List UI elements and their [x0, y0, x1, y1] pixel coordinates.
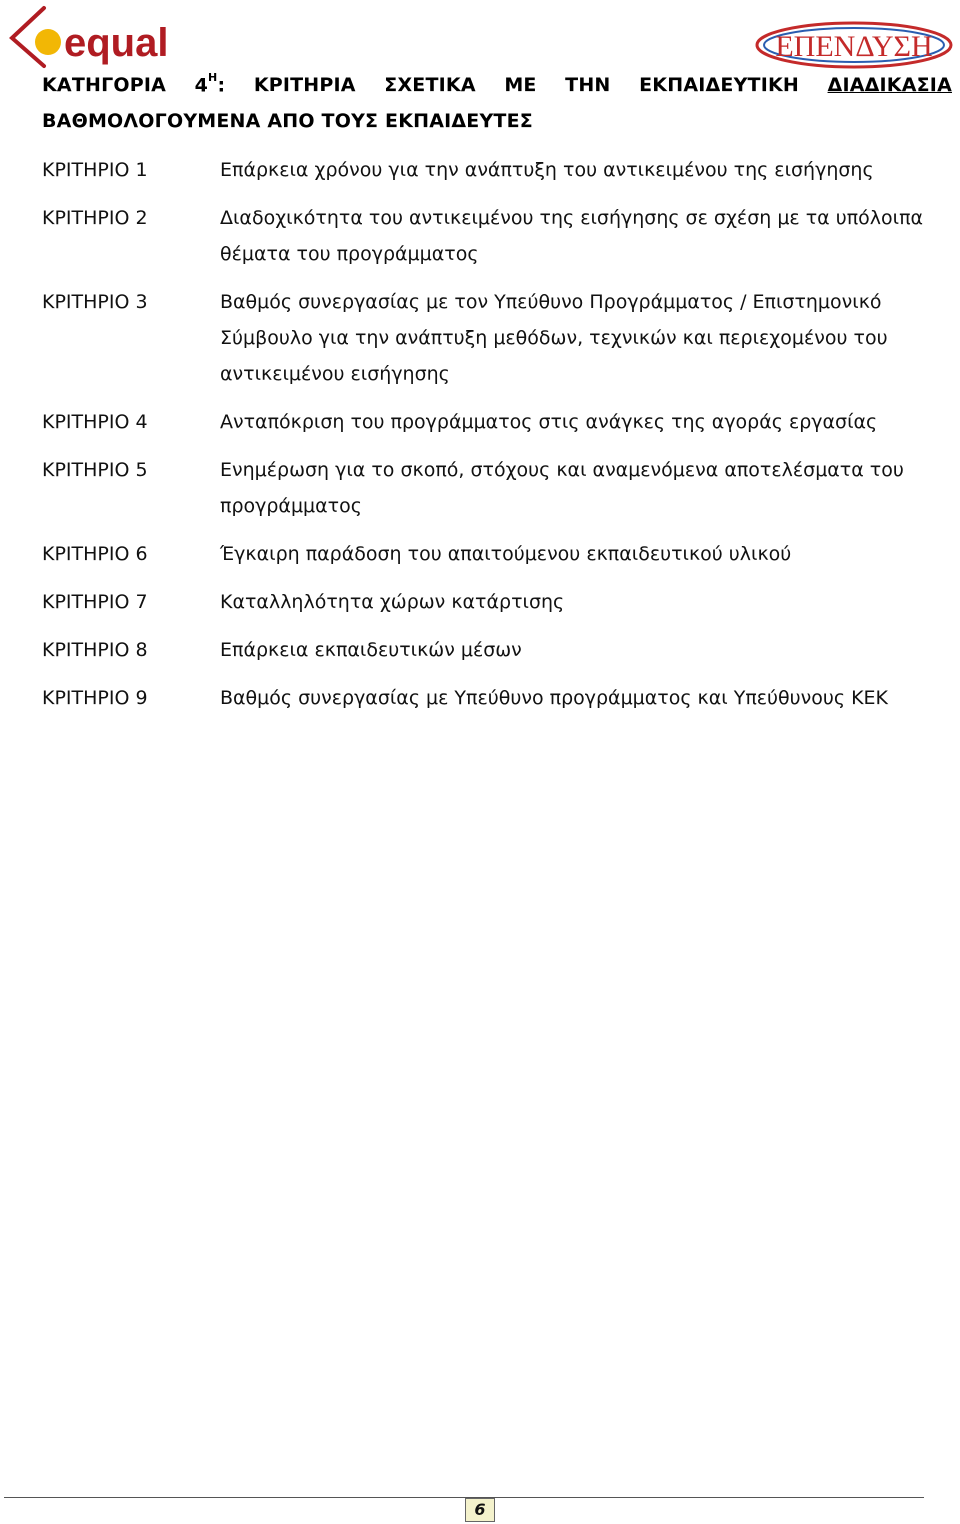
logo-right-text: ΕΠΕΝΔΥΣΗ: [775, 30, 933, 63]
criterion-text: Επάρκεια εκπαιδευτικών μέσων: [220, 639, 522, 661]
criterion-text: Διαδοχικότητα του αντικειμένου της εισήγησης σε σχέση με τα υπόλοιπα θέματα του προγράμματος: [220, 207, 924, 265]
criterion-row: [42, 284, 942, 392]
criterion-label: ΚΡΙΤΗΡΙΟ 4: [42, 411, 148, 433]
criterion-row: [42, 452, 942, 524]
heading-word: ΣΧΕΤΙΚΑ: [384, 74, 476, 96]
criterion-row: [42, 200, 942, 272]
heading-word: ΔΙΑΔΙΚΑΣΙΑ: [827, 74, 952, 96]
criterion-row: [42, 584, 942, 620]
heading-number: $4^H$:: [194, 71, 226, 97]
criterion-row: [42, 404, 942, 440]
criterion-text: Ενημέρωση για το σκοπό, στόχους και αναμενόμενα αποτελέσματα του προγράμματος: [220, 459, 904, 517]
logo-sun-icon: [35, 29, 61, 55]
criterion-text: Έγκαιρη παράδοση του απαιτούμενου εκπαιδευτικού υλικού: [220, 543, 792, 565]
category-heading-line2: ΒΑΘΜΟΛΟΓΟΥΜΕΝΑ ΑΠΟ ΤΟΥΣ ΕΚΠΑΙΔΕΥΤΕΣ: [42, 110, 533, 132]
criterion-label: ΚΡΙΤΗΡΙΟ 8: [42, 639, 148, 661]
heading-word: ΚΑΤΗΓΟΡΙΑ: [42, 74, 167, 96]
criterion-text: Βαθμός συνεργασίας με Υπεύθυνο προγράμματος και Υπεύθυνους ΚΕΚ: [220, 687, 888, 709]
equal-logo: [4, 4, 174, 72]
logo-left-text: equal: [64, 21, 169, 65]
criterion-label: ΚΡΙΤΗΡΙΟ 3: [42, 291, 148, 313]
criterion-row: [42, 536, 942, 572]
criterion-label: ΚΡΙΤΗΡΙΟ 2: [42, 207, 148, 229]
criterion-label: ΚΡΙΤΗΡΙΟ 9: [42, 687, 148, 709]
heading-word: ΕΚΠΑΙΔΕΥΤΙΚΗ: [639, 74, 799, 96]
heading-word: ΚΡΙΤΗΡΙΑ: [253, 74, 356, 96]
criteria-list: [42, 152, 942, 728]
criterion-row: [42, 680, 942, 716]
criterion-text: Καταλληλότητα χώρων κατάρτισης: [220, 591, 565, 613]
heading-word: ΜΕ: [504, 74, 537, 96]
criterion-label: ΚΡΙΤΗΡΙΟ 7: [42, 591, 148, 613]
criterion-text: Επάρκεια χρόνου για την ανάπτυξη του αντικειμένου της εισήγησης: [220, 159, 874, 181]
criterion-text: Βαθμός συνεργασίας με τον Υπεύθυνο Προγράμματος / Επιστημονικό Σύμβουλο για την ανάπτυξη μεθόδων, τεχνικών και περιεχομένου του αντικειμένου εισήγησης: [220, 291, 888, 385]
criterion-label: ΚΡΙΤΗΡΙΟ 1: [42, 159, 148, 181]
ependysi-logo: [754, 20, 954, 70]
page-number: 6: [465, 1498, 495, 1522]
criterion-row: [42, 152, 942, 188]
criterion-label: ΚΡΙΤΗΡΙΟ 6: [42, 543, 148, 565]
criterion-label: ΚΡΙΤΗΡΙΟ 5: [42, 459, 148, 481]
category-heading-line1: [42, 71, 952, 97]
footer-divider: [4, 1497, 924, 1498]
criterion-text: Ανταπόκριση του προγράμματος στις ανάγκες της αγοράς εργασίας: [220, 411, 878, 433]
criterion-row: [42, 632, 942, 668]
heading-word: ΤΗΝ: [565, 74, 611, 96]
